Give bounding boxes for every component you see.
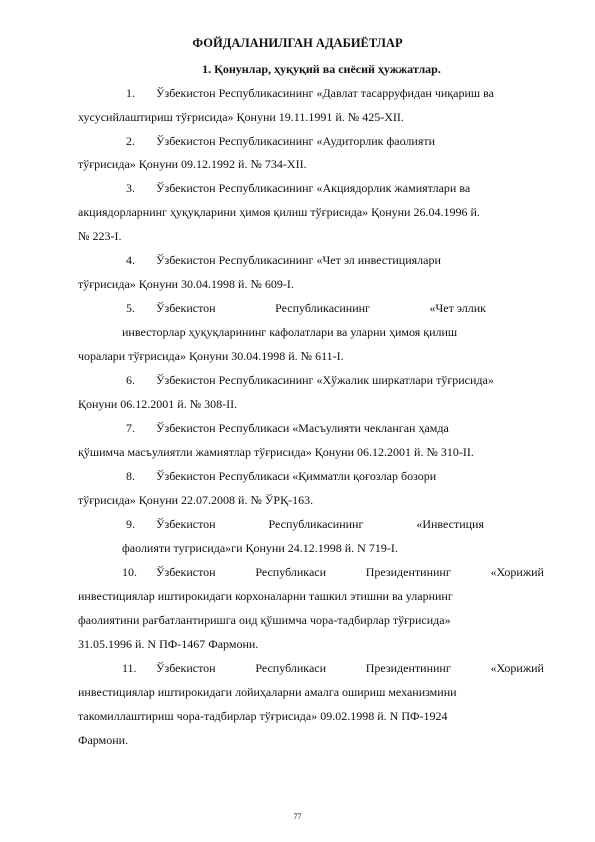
list-item-number: 1. [126, 86, 135, 100]
list-item-line: тўғрисида» Қонуни 09.12.1992 й. № 734-XII. [78, 157, 307, 171]
word: «Чет эллик [429, 301, 486, 315]
list-item-number: 2. [126, 134, 135, 148]
list-item-number: 5. [126, 301, 135, 315]
list-item-line: Ўзбекистон Республикасининг «Аудиторлик фаолияти [156, 134, 435, 148]
list-item-line: такомиллаштириш чора-тадбирлар тўғрисида» 09.02.1998 й. N ПФ-1924 [78, 709, 448, 723]
list-item-line [156, 661, 544, 675]
list-item-line: акциядорларнинг ҳуқуқларини ҳимоя қилиш тўғрисида» Қонуни 26.04.1996 й. [78, 205, 480, 219]
word: «Хорижий [490, 565, 544, 579]
list-item-line: инвестициялар иштирокидаги корхоналарни ташкил этишни ва уларнинг [78, 589, 453, 603]
word: Ўзбекистон [156, 565, 216, 579]
word: «Инвестиция [416, 517, 484, 531]
list-item-line: Ўзбекистон Республикасининг «Чет эл инвестициялари [156, 253, 441, 267]
list-item-number: 7. [126, 421, 135, 435]
word: Президентининг [365, 661, 451, 675]
list-item-line: тўғрисида» Қонуни 22.07.2008 й. № ЎРҚ-163. [78, 493, 314, 507]
word: Ўзбекистон [156, 517, 216, 531]
list-item-line [156, 517, 484, 531]
list-item-number: 9. [126, 517, 135, 531]
list-item-line: инвестициялар иштирокидаги лойиҳаларни амалга ошириш механизмини [78, 685, 457, 699]
list-item-number: 8. [126, 469, 135, 483]
word: Президентининг [365, 565, 451, 579]
word: Республикасининг [275, 301, 370, 315]
list-item-line [156, 565, 544, 579]
word: Республикаси [255, 661, 327, 675]
word: Республикасининг [268, 517, 364, 531]
list-item-line: фаолиятини рағбатлантиришга оид қўшимча чора-тадбирлар тўғрисида» [78, 613, 451, 627]
word: Ўзбекистон [156, 661, 216, 675]
list-item-line: Фармони. [78, 733, 129, 747]
list-item-line: Ўзбекистон Республикаси «Масъулияти чекланган ҳамда [156, 421, 449, 435]
list-item-line: Ўзбекистон Республикасининг «Хўжалик ширкатлари тўғрисида» [156, 373, 494, 387]
list-item-line: Ўзбекистон Республикасининг «Давлат тасарруфидан чиқариш ва [156, 86, 494, 100]
list-item-number: 6. [126, 373, 135, 387]
list-item-line: хусусийлаштириш тўғрисида» Қонуни 19.11.1991 й. № 425-XII. [78, 110, 404, 124]
word: «Хорижий [490, 661, 544, 675]
list-item-line: инвесторлар ҳуқуқларининг кафолатлари ва уларни ҳимоя қилиш [122, 325, 458, 339]
list-item-line [156, 301, 486, 315]
section-heading: 1. Қонунлар, ҳуқуқий ва сиёсий ҳужжатлар. [202, 62, 441, 76]
word: Республикаси [255, 565, 327, 579]
list-item-number: 4. [126, 253, 135, 267]
page-number: 77 [293, 812, 302, 821]
list-item-line: қўшимча масъулиятли жамиятлар тўғрисида» Қонуни 06.12.2001 й. № 310-II. [78, 445, 474, 459]
list-item-line: 31.05.1996 й. N ПФ-1467 Фармони. [78, 637, 259, 651]
list-item-line: Қонуни 06.12.2001 й. № 308-II. [78, 397, 238, 411]
list-item-number: 3. [126, 181, 135, 195]
list-item-line: тўғрисида» Қонуни 30.04.1998 й. № 609-I. [78, 277, 294, 291]
list-item-line: Ўзбекистон Республикасининг «Акциядорлик жамиятлари ва [156, 181, 471, 195]
list-item-line: № 223-I. [78, 229, 122, 243]
list-item-line: чоралари тўғрисида» Қонуни 30.04.1998 й. № 611-I. [78, 349, 344, 363]
list-item-number: 11. [122, 661, 137, 675]
list-item-line: фаолияти тугрисида»ги Қонуни 24.12.1998 й. N 719-I. [122, 541, 398, 555]
list-item-number: 10. [122, 565, 137, 579]
page-title: ФОЙДАЛАНИЛГАН АДАБИЁТЛАР [192, 36, 403, 50]
word: Ўзбекистон [156, 301, 216, 315]
list-item-line: Ўзбекистон Республикаси «Қимматли қоғозлар бозори [156, 469, 437, 483]
